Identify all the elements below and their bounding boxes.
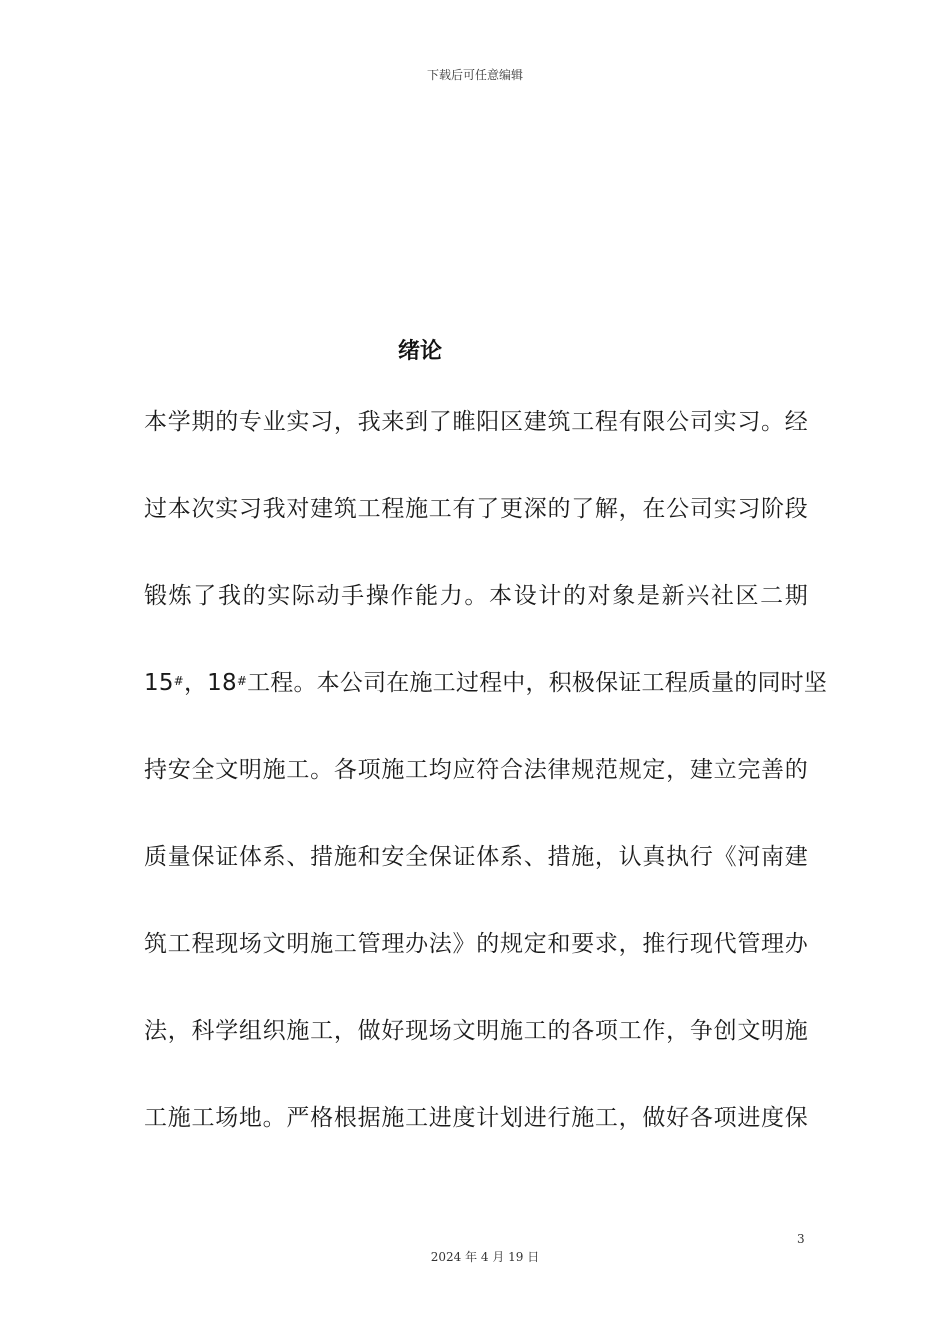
page-number: 3 — [797, 1232, 805, 1246]
body-line-2: 过本次实习我对建筑工程施工有了更深的了解，在公司实习阶段 — [144, 496, 808, 522]
body-line-6: 质量保证体系、措施和安全保证体系、措施，认真执行《河南建 — [144, 844, 808, 870]
number-sign-mark: # — [173, 674, 184, 688]
body-line-9: 工施工场地。严格根据施工进度计划进行施工，做好各项进度保 — [144, 1105, 808, 1131]
document-title: 绪论 — [397, 339, 442, 364]
number-sign-mark: # — [236, 674, 248, 688]
body-line-4 — [144, 658, 828, 745]
body-line-4-part-1: 15 — [144, 670, 174, 696]
page-header-note: 下载后可任意编辑 — [426, 68, 523, 82]
body-line-4-part-3: ，18 — [183, 670, 237, 696]
body-line-5: 持安全文明施工。各项施工均应符合法律规范规定，建立完善的 — [144, 757, 808, 783]
body-line-3: 锻炼了我的实际动手操作能力。本设计的对象是新兴社区二期 — [144, 583, 808, 609]
body-line-7: 筑工程现场文明施工管理办法》的规定和要求，推行现代管理办 — [144, 931, 808, 957]
body-line-8: 法，科学组织施工，做好现场文明施工的各项工作，争创文明施 — [144, 1018, 808, 1044]
body-line-4-part-5: 工程。本公司在施工过程中，积极保证工程质量的同时坚 — [247, 670, 828, 696]
body-line-1: 本学期的专业实习，我来到了睢阳区建筑工程有限公司实习。经 — [144, 409, 808, 435]
page-footer-date: 2024 年 4 月 19 日 — [430, 1250, 540, 1264]
body-paragraph — [144, 397, 828, 1180]
